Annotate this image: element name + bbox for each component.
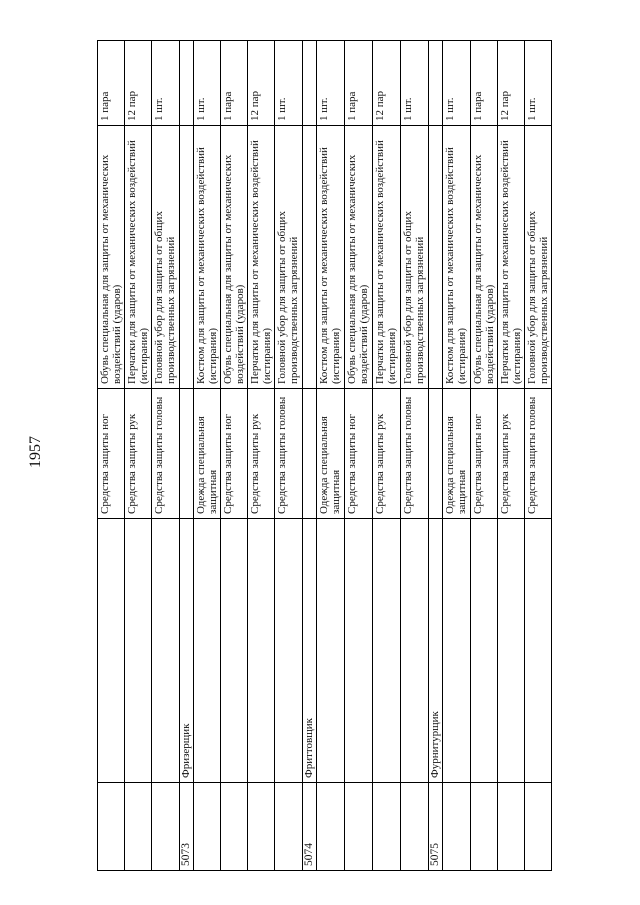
category-cell (180, 389, 194, 519)
code-cell (248, 783, 275, 871)
quantity-cell: 12 пар (373, 41, 401, 126)
quantity-cell: 1 шт. (525, 41, 552, 126)
profession-cell (317, 519, 345, 783)
category-cell: Средства защиты головы (525, 389, 552, 519)
profession-cell: Фриттовщик (303, 519, 317, 783)
code-cell (317, 783, 345, 871)
profession-cell (221, 519, 248, 783)
category-cell: Средства защиты рук (373, 389, 401, 519)
item-cell: Костюм для защиты от механических воздействий (истирания) (317, 126, 345, 389)
item-cell (180, 126, 194, 389)
code-cell (525, 783, 552, 871)
category-cell: Средства защиты ног (345, 389, 373, 519)
item-cell: Головной убор для защиты от общих производственных загрязнений (525, 126, 552, 389)
quantity-cell: 1 пара (98, 41, 125, 126)
item-cell: Обувь специальная для защиты от механических воздействий (ударов) (471, 126, 498, 389)
quantity-cell: 12 пар (125, 41, 152, 126)
code-cell: 5075 (429, 783, 443, 871)
quantity-cell (180, 41, 194, 126)
item-cell (429, 126, 443, 389)
profession-cell (525, 519, 552, 783)
category-cell (303, 389, 317, 519)
profession-cell (401, 519, 429, 783)
ppe-table-rotated (97, 41, 562, 871)
code-cell (345, 783, 373, 871)
page-number: 1957 (27, 436, 44, 468)
code-cell (221, 783, 248, 871)
category-cell: Средства защиты ног (221, 389, 248, 519)
profession-cell (248, 519, 275, 783)
table-row (221, 41, 248, 871)
item-cell: Перчатки для защиты от механических воздействий (истирания) (498, 126, 525, 389)
table-row (317, 41, 345, 871)
category-cell: Средства защиты головы (401, 389, 429, 519)
item-cell: Перчатки для защиты от механических воздействий (истирания) (373, 126, 401, 389)
code-cell (125, 783, 152, 871)
quantity-cell (303, 41, 317, 126)
table-row (194, 41, 221, 871)
profession-cell (194, 519, 221, 783)
table-row (275, 41, 303, 871)
table-row (345, 41, 373, 871)
table-row (180, 41, 194, 871)
code-cell (98, 783, 125, 871)
code-cell (401, 783, 429, 871)
code-cell (194, 783, 221, 871)
item-cell: Обувь специальная для защиты от механических воздействий (ударов) (345, 126, 373, 389)
profession-cell (275, 519, 303, 783)
category-cell: Средства защиты головы (275, 389, 303, 519)
table-row (401, 41, 429, 871)
profession-cell (152, 519, 180, 783)
quantity-cell: 1 шт. (443, 41, 471, 126)
code-cell (471, 783, 498, 871)
quantity-cell: 1 шт. (194, 41, 221, 126)
code-cell: 5074 (303, 783, 317, 871)
category-cell: Средства защиты головы (152, 389, 180, 519)
profession-cell (98, 519, 125, 783)
category-cell: Средства защиты ног (98, 389, 125, 519)
item-cell: Головной убор для защиты от общих производственных загрязнений (152, 126, 180, 389)
item-cell: Головной убор для защиты от общих производственных загрязнений (275, 126, 303, 389)
profession-cell (443, 519, 471, 783)
table-row (98, 41, 125, 871)
quantity-cell: 1 пара (221, 41, 248, 126)
profession-cell (471, 519, 498, 783)
profession-cell (498, 519, 525, 783)
category-cell (429, 389, 443, 519)
quantity-cell: 1 шт. (152, 41, 180, 126)
quantity-cell: 1 пара (345, 41, 373, 126)
category-cell: Средства защиты ног (471, 389, 498, 519)
table-row (303, 41, 317, 871)
table-row (471, 41, 498, 871)
item-cell: Костюм для защиты от механических воздействий (истирания) (194, 126, 221, 389)
ppe-table (97, 40, 552, 871)
profession-cell (125, 519, 152, 783)
table-row (443, 41, 471, 871)
table-row (525, 41, 552, 871)
table-row (429, 41, 443, 871)
category-cell: Средства защиты рук (248, 389, 275, 519)
category-cell: Одежда специальная защитная (194, 389, 221, 519)
code-cell (443, 783, 471, 871)
item-cell: Головной убор для защиты от общих производственных загрязнений (401, 126, 429, 389)
ppe-table-body (98, 41, 552, 871)
table-row (498, 41, 525, 871)
code-cell (152, 783, 180, 871)
category-cell: Средства защиты рук (498, 389, 525, 519)
quantity-cell: 1 пара (471, 41, 498, 126)
quantity-cell (429, 41, 443, 126)
quantity-cell: 1 шт. (401, 41, 429, 126)
profession-cell: Фризерщик (180, 519, 194, 783)
item-cell: Обувь специальная для защиты от механических воздействий (ударов) (221, 126, 248, 389)
item-cell: Костюм для защиты от механических воздействий (истирания) (443, 126, 471, 389)
profession-cell: Фурнитурщик (429, 519, 443, 783)
category-cell: Одежда специальная защитная (317, 389, 345, 519)
item-cell: Перчатки для защиты от механических воздействий (истирания) (248, 126, 275, 389)
table-row (152, 41, 180, 871)
item-cell: Перчатки для защиты от механических воздействий (истирания) (125, 126, 152, 389)
profession-cell (373, 519, 401, 783)
category-cell: Одежда специальная защитная (443, 389, 471, 519)
item-cell: Обувь специальная для защиты от механических воздействий (ударов) (98, 126, 125, 389)
table-row (373, 41, 401, 871)
quantity-cell: 12 пар (248, 41, 275, 126)
quantity-cell: 12 пар (498, 41, 525, 126)
table-row (125, 41, 152, 871)
code-cell: 5073 (180, 783, 194, 871)
quantity-cell: 1 шт. (275, 41, 303, 126)
quantity-cell: 1 шт. (317, 41, 345, 126)
profession-cell (345, 519, 373, 783)
item-cell (303, 126, 317, 389)
code-cell (275, 783, 303, 871)
code-cell (373, 783, 401, 871)
category-cell: Средства защиты рук (125, 389, 152, 519)
table-row (248, 41, 275, 871)
code-cell (498, 783, 525, 871)
